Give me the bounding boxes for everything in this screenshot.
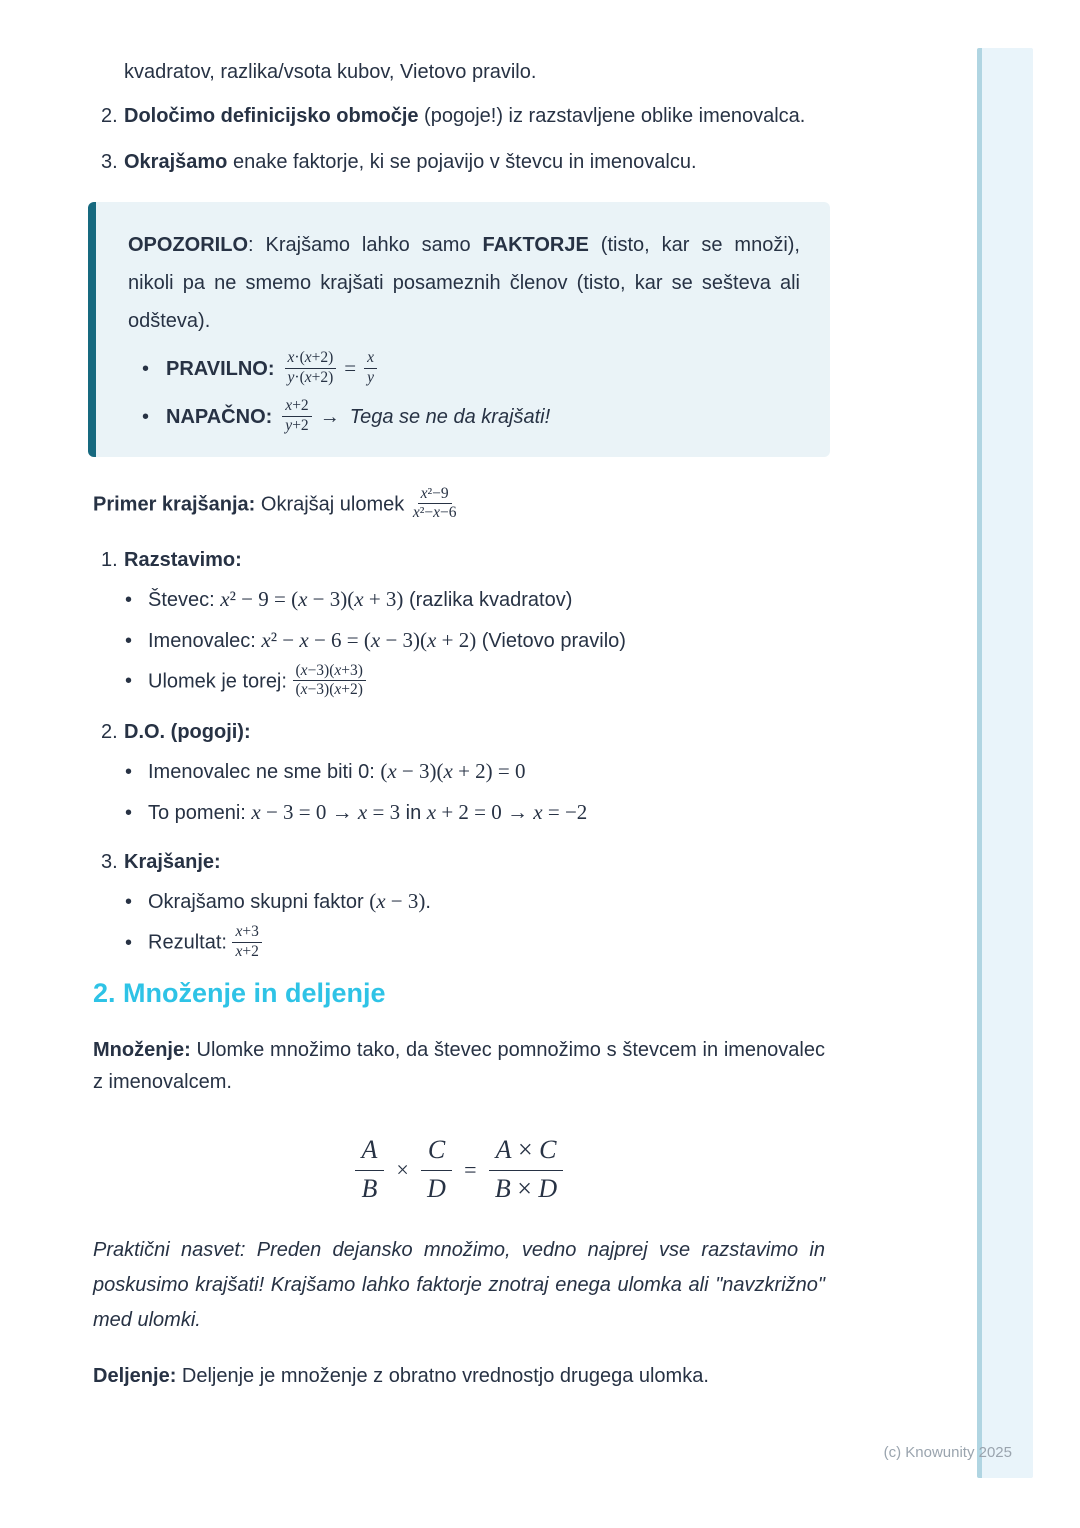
- warning-callout: [88, 202, 830, 457]
- bullet-icon: •: [125, 891, 133, 914]
- example-lead-paragraph: [93, 487, 825, 524]
- step-number: 1.: [101, 548, 118, 571]
- bullet-icon: •: [125, 670, 133, 693]
- step-1-bullet-1: [93, 582, 825, 617]
- math-expression: (x − 3): [369, 889, 426, 914]
- warning-bullet-wrong: [128, 397, 800, 437]
- step-3-heading: [93, 846, 825, 878]
- warning-emphasis: FAKTORJE: [482, 234, 589, 256]
- division-paragraph: [93, 1360, 825, 1392]
- multiplication-formula: [93, 1134, 825, 1205]
- item-text: [124, 100, 805, 132]
- paragraph-text: Deljenje je množenje z obratno vrednostjo drugega ulomka.: [176, 1365, 709, 1388]
- arrow-icon: →: [319, 406, 340, 428]
- equals-sign: =: [464, 1156, 477, 1182]
- math-expression: x² − 9 = (x − 3)(x + 3): [220, 586, 404, 611]
- bullet-icon: •: [125, 932, 133, 955]
- step-title: Krajšanje:: [124, 851, 221, 874]
- step-3-bullet-2: [93, 925, 825, 962]
- bullet-icon: •: [125, 761, 133, 784]
- warning-paragraph: [128, 226, 800, 340]
- equals-sign: =: [344, 356, 357, 380]
- warning-label: OPOZORILO: [128, 234, 248, 256]
- fraction: $\frac{x\cdot(x+2)}{y\cdot(x+2)}$: [285, 349, 337, 386]
- bullet-text: Rezultat:: [148, 932, 233, 955]
- bullet-text: Števec:: [148, 588, 221, 611]
- bullet-note: .: [425, 891, 431, 914]
- bullet-connector: in: [400, 802, 427, 825]
- example-lead-rest: Okrajšaj ulomek: [255, 493, 410, 516]
- step-title: D.O. (pogoji):: [124, 721, 251, 744]
- bullet-text: Ulomek je torej:: [148, 670, 293, 693]
- bullet-icon: •: [125, 588, 133, 611]
- math-expression: x + 2 = 0 → x = −2: [426, 800, 588, 825]
- numbered-item-3: [93, 146, 825, 178]
- fraction: $\frac{\text{x²−9}}{\text{x²−x−6}}$: [412, 485, 457, 522]
- item-number: 2.: [101, 105, 118, 127]
- math-expression: x² − x − 6 = (x − 3)(x + 2): [261, 627, 477, 652]
- fraction: $\frac{C}{D}$: [421, 1134, 452, 1205]
- copyright-footer: (c) Knowunity 2025: [883, 1444, 1012, 1461]
- wrong-label: NAPAČNO:: [166, 406, 273, 428]
- math-expression: (x − 3)(x + 2) = 0: [380, 759, 526, 784]
- step-1-bullet-3: [93, 661, 825, 701]
- step-1-bullet-2: [93, 623, 825, 658]
- item-bold-lead: Določimo definicijsko območje: [124, 105, 419, 127]
- fraction: $\frac{x+2}{y+2}$: [282, 397, 311, 434]
- section-heading-multiplication-division: 2. Množenje in deljenje: [93, 978, 386, 1009]
- step-number: 3.: [101, 851, 118, 874]
- bullet-text: Imenovalec:: [148, 629, 262, 652]
- paragraph-text: Ulomke množimo tako, da števec pomnožimo s števcem in imenovalec z imenovalcem.: [93, 1039, 825, 1094]
- math-expression: x − 3 = 0 → x = 3: [251, 800, 401, 825]
- practical-tip-paragraph: Praktični nasvet: Preden dejansko množimo, vedno najprej vse razstavimo in poskusimo krajšati! Krajšamo lahko faktorje znotraj enega ulomka ali "navzkrižno" med ulomki.: [93, 1239, 825, 1332]
- item-rest: enake faktorje, ki se pojavijo v števcu in imenovalcu.: [227, 151, 697, 173]
- paragraph-label: Množenje:: [93, 1039, 191, 1062]
- step-2-bullet-2: [93, 795, 825, 830]
- step-3-bullet-1: [93, 884, 825, 919]
- side-strip: [977, 48, 1033, 1478]
- item-text: [124, 146, 697, 178]
- fraction: $\frac{(x-3)(x+3)}{(x-3)(x+2)}$: [293, 662, 366, 699]
- fraction: $\frac{x+3}{x+2}$: [232, 923, 261, 960]
- item-rest: (pogoje!) iz razstavljene oblike imenovalca.: [418, 105, 806, 127]
- bullet-icon: •: [142, 358, 150, 380]
- example-lead: Primer krajšanja:: [93, 493, 256, 516]
- document-content: [93, 56, 825, 1392]
- multiplication-paragraph: [93, 1034, 825, 1098]
- step-2-heading: [93, 716, 825, 748]
- bullet-icon: •: [142, 406, 150, 428]
- numbered-item-2: [93, 100, 825, 132]
- times-sign: ×: [396, 1156, 409, 1182]
- correct-label: PRAVILNO:: [166, 358, 275, 380]
- step-number: 2.: [101, 721, 118, 744]
- bullet-text: Okrajšamo skupni faktor: [148, 891, 370, 914]
- bullet-note: (razlika kvadratov): [403, 588, 573, 611]
- bullet-note: (Vietovo pravilo): [476, 629, 626, 652]
- fraction: $\frac{A}{B}$: [355, 1134, 385, 1205]
- step-1-heading: [93, 544, 825, 576]
- warning-bullet-correct: [128, 348, 800, 389]
- bullet-text: Imenovalec ne sme biti 0:: [148, 761, 381, 784]
- bullet-icon: •: [125, 802, 133, 825]
- step-title: Razstavimo:: [124, 548, 242, 571]
- wrong-note: Tega se ne da krajšati!: [349, 406, 551, 428]
- fraction: $\frac{A \times C}{B \times D}$: [489, 1134, 564, 1205]
- fraction: $\frac{x}{y}$: [364, 349, 377, 386]
- warning-text-rest: (tisto, kar se množi), nikoli pa ne smemo krajšati posameznih členov (tisto, kar se sešteva ali odšteva).: [128, 234, 800, 332]
- bullet-icon: •: [125, 629, 133, 652]
- list-item-1-continuation: kvadratov, razlika/vsota kubov, Vietovo pravilo.: [124, 61, 537, 83]
- paragraph-label: Deljenje:: [93, 1365, 177, 1388]
- step-2-bullet-1: [93, 754, 825, 789]
- warning-text: : Krajšamo lahko samo: [248, 234, 483, 256]
- item-bold-lead: Okrajšamo: [124, 151, 228, 173]
- item-number: 3.: [101, 151, 118, 173]
- bullet-text: To pomeni:: [148, 802, 252, 825]
